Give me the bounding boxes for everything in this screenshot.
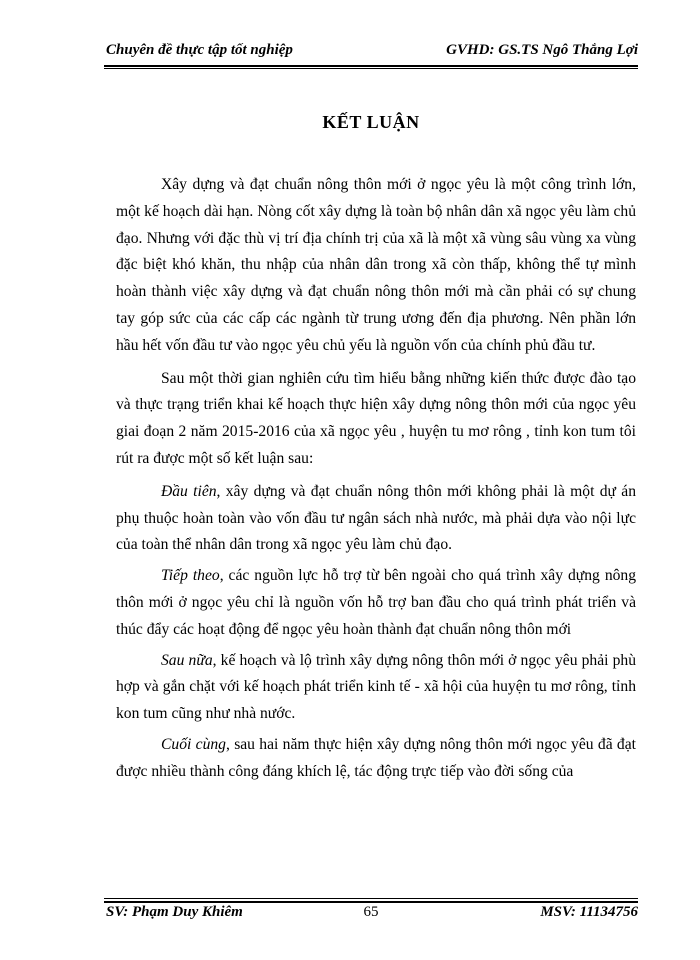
paragraph-4-text: , các nguồn lực hỗ trợ từ bên ngoài cho quá trình xây dựng nông thôn mới ở ngọc yêu chỉ là nguồn vốn hỗ trợ ban đầu cho quá trình phát triển và thúc đẩy các hoạt động để ngọc yêu hoàn thành đạt chuẩn nông thôn mới — [116, 567, 637, 638]
footer-rule-thick — [104, 901, 638, 903]
page-footer — [104, 904, 638, 926]
paragraph-3-text: , xây dựng và đạt chuẩn nông thôn mới không phải là một dự án phụ thuộc hoàn toàn vào vốn đầu tư ngân sách nhà nước, mà phải dựa vào nội lực của toàn thể nhân dân trong xã ngọc yêu làm chủ đạo. — [116, 482, 636, 554]
paragraph-4 — [116, 563, 636, 643]
header-rule-thick — [104, 65, 638, 67]
paragraph-2: Sau một thời gian nghiên cứu tìm hiểu bằng những kiến thức được đào tạo và thực trạng triển khai kế hoạch thực hiện xây dựng nông thôn mới của ngọc yêu giai đoạn 2 năm 2015-2016 của xã ngọc yêu , huyện tu mơ rông , tỉnh kon tum tôi rút ra được một số kết luận sau: — [116, 369, 636, 467]
paragraph-1: Xây dựng và đạt chuẩn nông thôn mới ở ngọc yêu là một công trình lớn, một kế hoạch dài hạn. Nòng cốt xây dựng là toàn bộ nhân dân xã ngọc yêu làm chủ đạo. Nhưng với đặc thù vị trí địa chính trị của xã là một xã vùng sâu vùng xa vùng đặc biệt khó khăn, thu nhập của nhân dân trong xã còn thấp, không thể tự mình hoàn thành việc xây dựng và đạt chuẩn nông thôn mới mà cần phải có sự chung tay góp sức của các cấp các ngành từ trung ương đến địa phương. Nên phần lớn hầu hết vốn đầu tư vào ngọc yêu chủ yếu là nguồn vốn của chính phủ đầu tư. — [116, 176, 636, 354]
paragraph-5-lead: Sau nữa — [161, 651, 213, 669]
page-number: 65 — [363, 904, 379, 920]
page-title: KẾT LUẬN — [322, 112, 420, 132]
paragraph-5 — [116, 648, 636, 728]
footer-rule-thin — [104, 898, 638, 899]
footer-student-id: MSV: 11134756 — [540, 904, 638, 920]
paragraph-4-lead: Tiếp theo — [161, 567, 220, 585]
header-rule-thin — [104, 68, 638, 69]
paragraph-6-text: , sau hai năm thực hiện xây dựng nông thôn mới ngọc yêu đã đạt được nhiều thành công đáng khích lệ, tác động trực tiếp vào đời sống của — [116, 735, 636, 780]
paragraph-5-text: , kế hoạch và lộ trình xây dựng nông thôn mới ở ngọc yêu phải phù hợp và gắn chặt với kế hoạch phát triển kinh tế - xã hội của huyện tu mơ rông, tỉnh kon tum cũng như nhà nước. — [116, 651, 636, 723]
paragraph-6 — [116, 732, 636, 786]
paragraph-3 — [116, 479, 636, 559]
page-header — [104, 42, 638, 64]
document-page — [104, 34, 638, 924]
document-body — [116, 172, 636, 790]
footer-student-name: SV: Phạm Duy Khiêm — [106, 904, 243, 920]
paragraph-3-lead: Đầu tiên — [161, 482, 217, 500]
header-right-text: GVHD: GS.TS Ngô Thắng Lợi — [446, 42, 638, 58]
paragraph-6-lead: Cuối cùng — [161, 735, 226, 753]
header-left-text: Chuyên đề thực tập tốt nghiệp — [106, 42, 293, 58]
